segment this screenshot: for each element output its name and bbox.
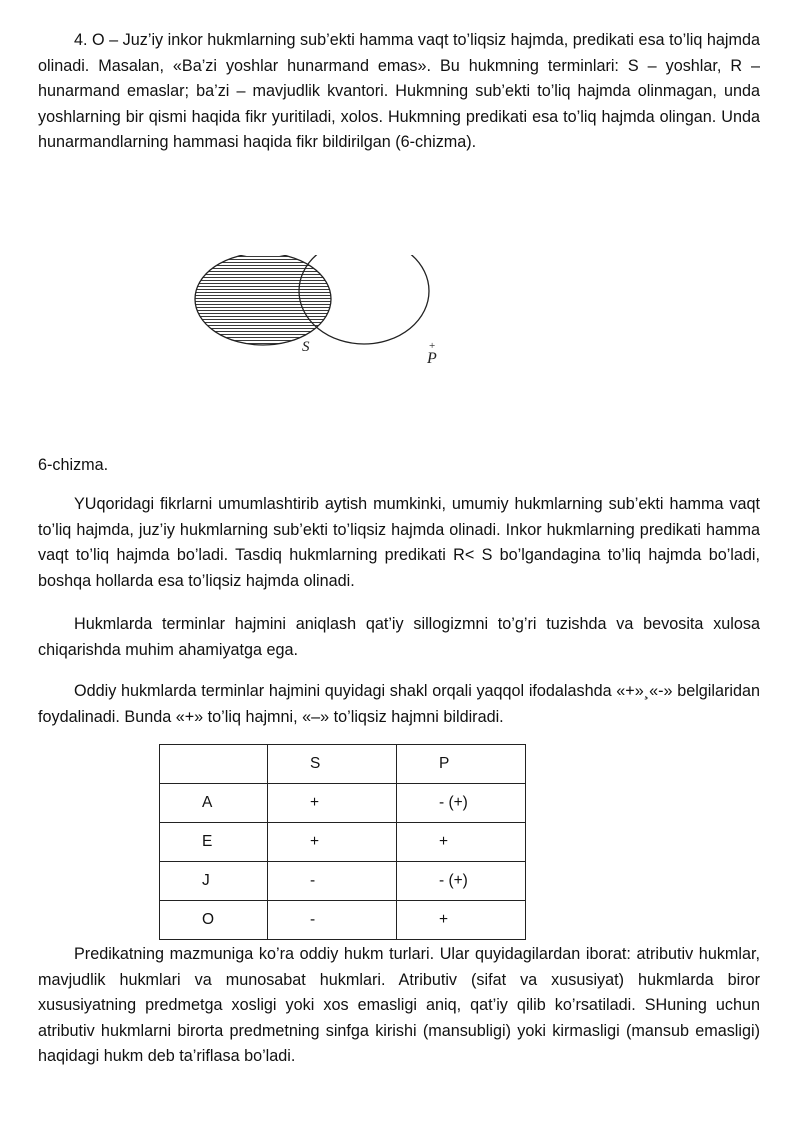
table-cell: - (+) bbox=[397, 784, 526, 823]
table-cell: + bbox=[397, 901, 526, 940]
figure-caption: 6-chizma. bbox=[38, 456, 109, 474]
table-cell: E bbox=[160, 823, 268, 862]
predicate-label: P bbox=[427, 350, 437, 367]
table-cell: A bbox=[160, 784, 268, 823]
predicate-sign: + bbox=[429, 340, 436, 352]
table-cell bbox=[160, 745, 268, 784]
table-row bbox=[160, 862, 526, 901]
table-cell: - bbox=[268, 901, 397, 940]
paragraph-syllogism: Hukmlarda terminlar hajmini aniqlash qat’iy sillogizmni to’g’ri tuzishda va bevosita xulosa chiqarishda muhim ahamiyatga ega. bbox=[38, 615, 760, 659]
subject-label: S bbox=[302, 339, 310, 355]
table-cell: + bbox=[397, 823, 526, 862]
paragraph-summary: YUqoridagi fikrlarni umumlashtirib aytish mumkinki, umumiy hukmlarning sub’ekti hamma vaqt to’liq hajmda, juz’iy hukmlarning sub’ekti to’liqsiz hajmda olinadi. Inkor hukmlarning predikati hamma vaqt to’liq hajmda bo’ladi. Tasdiq hukmlarning predikati R< S bo’lgandagina to’liq hajmda bo’ladi, boshqa hollarda esa to’liqsiz hajmda olinadi. bbox=[38, 495, 760, 590]
table-cell: J bbox=[160, 862, 268, 901]
euler-diagram bbox=[180, 255, 460, 375]
table-cell: + bbox=[268, 823, 397, 862]
table-header-row bbox=[160, 745, 526, 784]
paragraph-notation: Oddiy hukmlarda terminlar hajmini quyidagi shakl orqali yaqqol ifodalashda «+»¸«-» belgilaridan foydalinadi. Bunda «+» to’liq hajmni, «–» to’liqsiz hajmni bildiradi. bbox=[38, 682, 760, 726]
table-row bbox=[160, 823, 526, 862]
paragraph-o-judgment: 4. O – Juz’iy inkor hukmlarning sub’ekti hamma vaqt to’liqsiz hajmda, predikati esa to’liq hajmda olinadi. Masalan, «Ba’zi yoshlar hunarmand emas». Bu hukmning terminlari: S – yoshlar, R – hunarmand emaslar; ba’zi – mavjudlik kvantori. Hukmning sub’ekti to’liq hajmda olinmagan, unda yoshlarning bir qismi haqida fikr yuritiladi, xolos. Hukmning predikati esa to’liq hajmda olingan. Unda hunarmandlarning hammasi haqida fikr bildirilgan (6-chizma). bbox=[38, 31, 760, 151]
table-header-s: S bbox=[268, 745, 397, 784]
term-distribution-table bbox=[159, 744, 526, 940]
table-cell: - (+) bbox=[397, 862, 526, 901]
table-cell: + bbox=[268, 784, 397, 823]
table-header-p: P bbox=[397, 745, 526, 784]
table-row bbox=[160, 784, 526, 823]
table-cell: O bbox=[160, 901, 268, 940]
table-row bbox=[160, 901, 526, 940]
subject-circle-hatched bbox=[195, 255, 331, 345]
table-cell: - bbox=[268, 862, 397, 901]
paragraph-predicate-types: Predikatning mazmuniga ko’ra oddiy hukm turlari. Ular quyidagilardan iborat: atributiv hukmlar, mavjudlik hukmlari va munosabat hukmlari. Atributiv (sifat va xususiyat) hukmlarda biror xususiyatning predmetga xosligi yoki xos emasligi aniq, qat’iy qilib ko’rsatiladi. SHuning uchun atributiv hukmlarni birorta predmetning sinfga kirishi (mansubligi) yoki kirmasligi (mansub emasligi) haqidagi hukm deb ta’riflasa bo’ladi. bbox=[38, 945, 760, 1065]
